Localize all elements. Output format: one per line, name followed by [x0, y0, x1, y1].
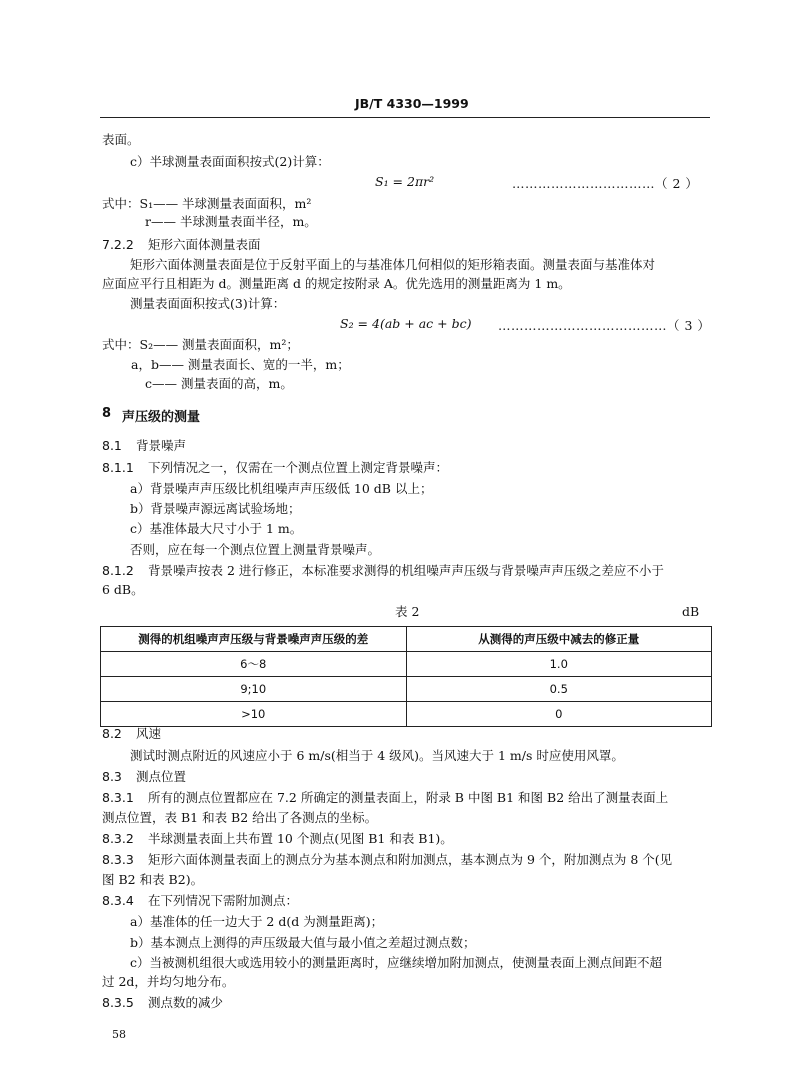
text-line: 应面应平行且相距为 d。测量距离 d 的规定按附录 A。优先选用的测量距离为 1 m。	[102, 276, 571, 291]
section-number: 8.3.2	[102, 831, 134, 846]
equation-3: S₂ = 4(ab + ac + bc)	[340, 316, 472, 331]
section-number: 8.3.1	[102, 790, 134, 805]
section-title: 背景噪声	[136, 438, 187, 453]
text-line: 所有的测点位置都应在 7.2 所确定的测量表面上，附录 B 中图 B1 和图 B2 给出了测量表面上	[148, 790, 669, 805]
text-line: 在下列情况下需附加测点：	[148, 893, 299, 908]
section-number: 8.1.1	[102, 460, 134, 475]
table-cell: 0.5	[406, 677, 712, 702]
table-row	[101, 677, 712, 702]
text-line: 测试时测点附近的风速应小于 6 m/s(相当于 4 级风)。当风速大于 1 m/s 时应使用风罩。	[130, 748, 624, 763]
page-header: JB/T 4330—1999	[355, 96, 469, 111]
section-number: 8.3.5	[102, 995, 134, 1010]
text-line: 式中：S₁—— 半球测量表面面积，m²	[102, 196, 312, 211]
text-line: 表面。	[102, 132, 140, 147]
text-line: 6 dB。	[102, 582, 144, 597]
section-number: 8.1.2	[102, 563, 134, 578]
section-number: 8	[102, 406, 112, 421]
section-number: 7.2.2	[102, 237, 134, 252]
table-row	[101, 652, 712, 677]
text-line: 测量表面面积按式(3)计算：	[130, 296, 286, 311]
header-rule	[100, 117, 710, 118]
text-line: 否则，应在每一个测点位置上测量背景噪声。	[130, 542, 381, 557]
text-line: c）当被测机组很大或选用较小的测量距离时，应继续增加附加测点，使测量表面上测点间距不超	[130, 955, 663, 970]
section-number: 8.1	[102, 438, 122, 453]
section-number: 8.3.3	[102, 852, 134, 867]
text-line: 图 B2 和表 B2)。	[102, 872, 204, 887]
text-line: c）半球测量表面面积按式(2)计算：	[130, 154, 330, 169]
section-number: 8.3	[102, 769, 122, 784]
table-header-row	[101, 627, 712, 652]
text-line: a，b—— 测量表面长、宽的一半，m；	[131, 357, 350, 372]
text-line: b）基本测点上测得的声压级最大值与最小值之差超过测点数；	[130, 935, 476, 950]
equation-2: S₁ = 2πr²	[375, 174, 435, 189]
table-header-cell: 测得的机组噪声声压级与背景噪声声压级的差	[101, 627, 407, 652]
text-line: 下列情况之一，仅需在一个测点位置上测定背景噪声：	[148, 460, 449, 475]
table-cell: 0	[406, 702, 712, 727]
table-caption: 表 2	[395, 604, 420, 619]
text-line: r—— 半球测量表面半径，m。	[145, 214, 317, 229]
text-line: c—— 测量表面的高，m。	[145, 376, 293, 391]
text-line: b）背景噪声源远离试验场地；	[130, 501, 301, 516]
text-line: 背景噪声按表 2 进行修正，本标准要求测得的机组噪声声压级与背景噪声声压级之差应不小于	[148, 563, 664, 578]
text-line: 过 2d，并均匀地分布。	[102, 974, 235, 989]
text-line: 测点位置，表 B1 和表 B2 给出了各测点的坐标。	[102, 810, 378, 825]
table-cell: >10	[101, 702, 407, 727]
text-line: 式中：S₂—— 测量表面面积，m²；	[102, 337, 299, 352]
section-title: 测点数的减少	[148, 995, 224, 1010]
text-line: 矩形六面体测量表面上的测点分为基本测点和附加测点，基本测点为 9 个，附加测点为 8 个(见	[148, 852, 673, 867]
table-cell: 6～8	[101, 652, 407, 677]
table-header-cell: 从测得的声压级中减去的修正量	[406, 627, 712, 652]
table-row	[101, 702, 712, 727]
section-title: 测点位置	[136, 769, 187, 784]
section-title: 风速	[136, 726, 162, 741]
table-2	[100, 626, 712, 727]
text-line: a）基准体的任一边大于 2 d(d 为测量距离)；	[130, 914, 384, 929]
page-number: 58	[112, 1028, 126, 1041]
text-line: a）背景噪声声压级比机组噪声声压级低 10 dB 以上；	[130, 481, 433, 496]
table-cell: 1.0	[406, 652, 712, 677]
section-number: 8.3.4	[102, 893, 134, 908]
table-cell: 9;10	[101, 677, 407, 702]
text-line: 半球测量表面上共布置 10 个测点(见图 B1 和表 B1)。	[148, 831, 453, 846]
text-line: 矩形六面体测量表面是位于反射平面上的与基准体几何相似的矩形箱表面。测量表面与基准体对	[130, 257, 656, 272]
section-number: 8.2	[102, 726, 122, 741]
equation-3-number: …………………………………（ 3 ）	[498, 318, 711, 333]
table-unit: dB	[682, 604, 700, 619]
section-title: 声压级的测量	[122, 410, 201, 425]
equation-2-number: ……………………………（ 2 ）	[512, 176, 699, 191]
text-line: c）基准体最大尺寸小于 1 m。	[130, 521, 303, 536]
section-title: 矩形六面体测量表面	[148, 237, 261, 252]
